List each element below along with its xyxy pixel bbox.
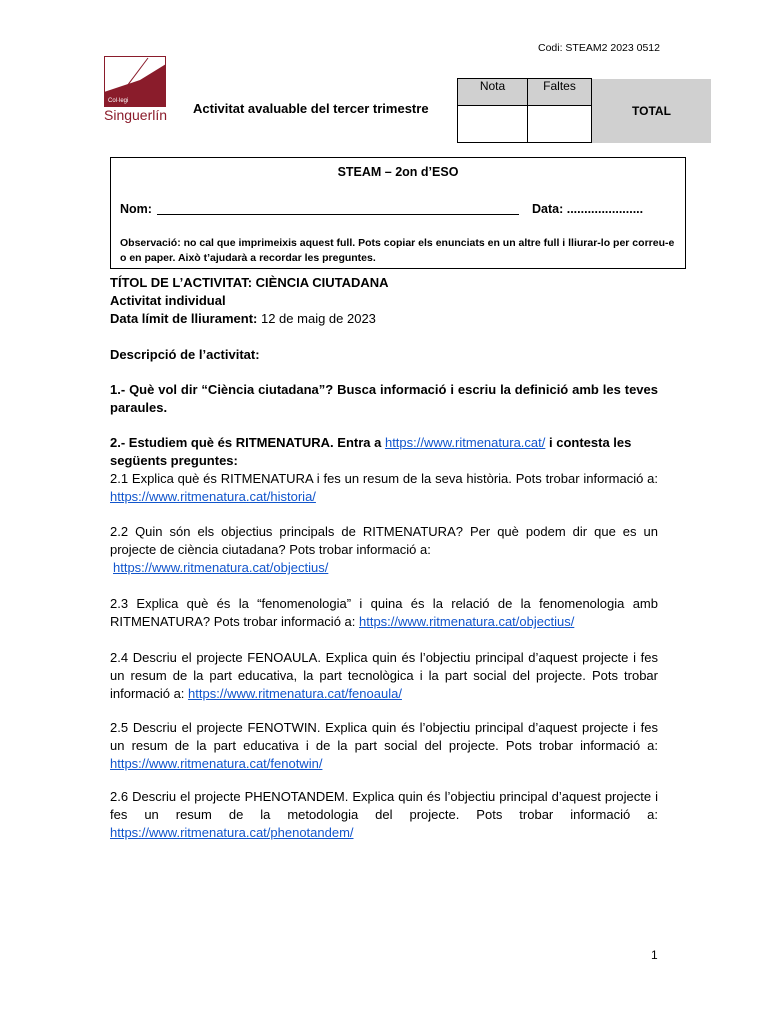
activity-heading: Activitat avaluable del tercer trimestre: [193, 101, 429, 116]
ritmenatura-link[interactable]: https://www.ritmenatura.cat/: [384, 435, 546, 450]
question-2-2-link-line: [113, 559, 661, 577]
document-code: Codi: STEAM2 2023 0512: [538, 42, 660, 54]
question-2: [110, 434, 658, 470]
observation-note: [120, 236, 680, 266]
logo-subtitle: Col·legi: [108, 98, 129, 104]
question-2-5: [110, 719, 658, 773]
name-label: Nom:: [120, 202, 152, 216]
faltes-value-cell[interactable]: [528, 106, 592, 143]
fenotwin-link[interactable]: https://www.ritmenatura.cat/fenotwin/: [110, 756, 323, 771]
question-2-text: 2.- Estudiem què és RITMENATURA. Entra a: [110, 435, 385, 450]
activity-title: TÍTOL DE L’ACTIVITAT: CIÈNCIA CIUTADANA: [110, 275, 389, 290]
observation-text: no cal que imprimeixis aquest full. Pots copiar els enunciats en un altre full i lliurar-lo per correu-e o en paper. Això t’ajudarà a recordar les preguntes.: [120, 237, 675, 264]
faltes-header: Faltes: [528, 79, 592, 106]
page-number: 1: [651, 948, 658, 962]
nota-header: Nota: [458, 79, 528, 106]
question-2-1: [110, 470, 658, 506]
nota-value-cell[interactable]: [458, 106, 528, 143]
question-2-4-text: 2.4 Descriu el projecte FENOAULA. Explica quin és l’objectiu principal d’aquest projecte i fes un resum de la part educativa, la part tecnològica i la part social del projecte. Pots trobar informació a:: [110, 650, 658, 701]
objectius-link-2[interactable]: https://www.ritmenatura.cat/objectius/: [359, 614, 575, 629]
question-2-5-text: 2.5 Descriu el projecte FENOTWIN. Explica quin és l’objectiu principal d’aquest projecte i fes un resum de la part educativa i de la part social del projecte. Pots trobar informació a:: [110, 720, 658, 753]
question-2-2: 2.2 Quin són els objectius principals de RITMENATURA? Per què podem dir que es un projecte de ciència ciutadana? Pots trobar informació a:: [110, 524, 658, 557]
date-field[interactable]: Data: ......................: [532, 202, 644, 216]
objectius-link[interactable]: https://www.ritmenatura.cat/objectius/: [113, 560, 329, 575]
historia-link[interactable]: https://www.ritmenatura.cat/historia/: [110, 489, 316, 504]
fenoaula-link[interactable]: https://www.ritmenatura.cat/fenoaula/: [188, 686, 402, 701]
deadline-label: Data límit de lliurament:: [110, 311, 258, 326]
question-2-3-text: 2.3 Explica què és la “fenomenologia” i quina és la relació de la fenomenologia amb RITMENATURA? Pots trobar informació a:: [110, 596, 658, 629]
question-2-4: [110, 649, 658, 703]
deadline-value: 12 de maig de 2023: [257, 311, 376, 326]
grade-table: [457, 78, 711, 143]
question-2-suffix: i contesta les següents preguntes:: [110, 435, 632, 468]
name-field-line[interactable]: [157, 214, 519, 215]
question-2-6-text: 2.6 Descriu el projecte PHENOTANDEM. Explica quin és l’objectiu principal d’aquest projecte i fes un resum de la metodologia del projecte. Pots trobar informació a:: [110, 789, 658, 822]
activity-type: Activitat individual: [110, 293, 226, 308]
question-2-3: [110, 595, 658, 631]
question-1: 1.- Què vol dir “Ciència ciutadana”? Busca informació i escriu la definició amb les teves paraules.: [110, 382, 658, 415]
phenotandem-link[interactable]: https://www.ritmenatura.cat/phenotandem/: [110, 825, 354, 840]
deadline: [110, 310, 658, 328]
observation-label: Observació:: [120, 237, 181, 249]
course-title: STEAM – 2on d’ESO: [337, 165, 459, 179]
question-2-1-text: 2.1 Explica què és RITMENATURA i fes un resum de la seva història. Pots trobar informació a:: [110, 471, 658, 486]
student-info-box: [110, 157, 686, 269]
total-cell: TOTAL: [592, 79, 712, 143]
logo-name: Singuerlín: [104, 107, 168, 123]
question-2-6: [110, 788, 658, 842]
description-label: Descripció de l’activitat:: [110, 347, 260, 362]
